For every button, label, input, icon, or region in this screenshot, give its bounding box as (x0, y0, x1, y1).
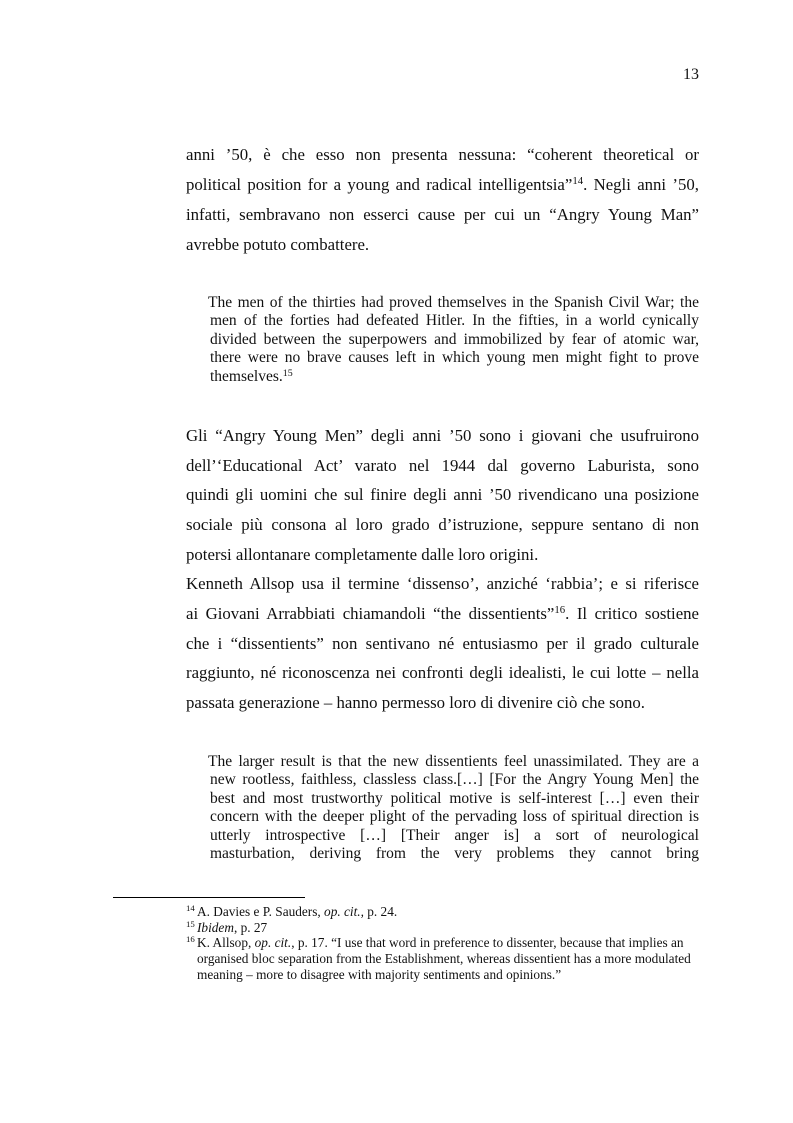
paragraph-1 (186, 140, 699, 260)
text-line (186, 599, 699, 629)
text-line (186, 170, 699, 200)
text-run: ai Giovani Arrabbiati chiamandoli “the dissentients” (186, 604, 555, 624)
text-run: political position for a young and radical intelligentsia” (186, 175, 573, 194)
footnotes (186, 904, 716, 982)
text-run: , p. 17. “I use that word in preference to dissenter, because that implies an (291, 935, 684, 951)
text-run: p. 24. (363, 904, 398, 919)
text-line: quindi gli uomini che sul finire degli anni ’50 rivendicano una posizione (186, 485, 699, 505)
footnote-number: 14 (186, 903, 195, 913)
text-run: A. Davies e P. Sauders, (197, 904, 325, 919)
quote-line: best and most trustworthy political motive is self-interest […] even their (210, 789, 699, 807)
footnote-line (197, 935, 716, 951)
text-line: che i “dissentients” non sentivano né entusiasmo per il grado culturale (186, 633, 699, 653)
italic-run: Ibidem (197, 919, 234, 935)
quote-line: utterly introspective […] [Their anger is] a sort of neurological (210, 826, 699, 844)
text-line: potersi allontanare completamente dalle loro origini. (186, 544, 539, 564)
quote-line: men of the forties had defeated Hitler. In the fifties, in a world cynically (210, 312, 699, 330)
footnote-ref-16: 16 (554, 604, 566, 617)
text-line: Kenneth Allsop usa il termine ‘dissenso’, anziché ‘rabbia’; e si riferisce (186, 574, 699, 594)
italic-run: op. cit. (254, 935, 292, 951)
quote-line: concern with the deeper plight of the pervading loss of spiritual direction is (210, 808, 699, 826)
footnote-line: organised bloc separation from the Establishment, whereas dissentient has a more modulated (197, 951, 691, 967)
footnote-number: 15 (186, 918, 195, 929)
text-line: Gli “Angry Young Men” degli anni ’50 sono i giovani che usufruirono (186, 426, 699, 445)
text-line: passata generazione – hanno permesso loro di divenire ciò che sono. (186, 693, 646, 713)
text-line: sociale più consona al loro grado d’istruzione, seppure sentano di non (186, 514, 699, 534)
footnote-16 (186, 935, 716, 982)
footnote-ref-15: 15 (282, 367, 293, 379)
quote-line: The larger result is that the new dissentients feel unassimilated. They are a (208, 753, 699, 770)
italic-run: op. cit., (324, 904, 364, 919)
footnote-line (197, 904, 716, 920)
footnote-15 (186, 920, 716, 936)
text-line: dell’‘Educational Act’ varato nel 1944 dal governo Laburista, sono (186, 455, 699, 475)
paragraph-3 (186, 569, 699, 717)
block-quote-1 (210, 294, 699, 386)
quote-line: there were no brave causes left in which young men might fight to prove (210, 349, 699, 367)
quote-line: The men of the thirties had proved themselves in the Spanish Civil War; the (208, 294, 699, 311)
text-line: raggiunto, né riconoscenza nei confronti degli idealisti, le cui lotte – nella (186, 663, 699, 683)
footnote-14 (186, 904, 716, 920)
quote-line: masturbation, deriving from the very problems they cannot bring (210, 845, 699, 863)
text-line: avrebbe potuto combattere. (186, 235, 370, 254)
block-quote-2 (210, 753, 699, 864)
footnote-ref-14: 14 (572, 175, 584, 188)
footnote-line (197, 920, 716, 936)
text-line: anni ’50, è che esso non presenta nessuna: “coherent theoretical or (186, 145, 699, 164)
text-run: . Il critico sostiene (565, 604, 699, 624)
footnote-number: 16 (186, 934, 195, 945)
text-line: infatti, sembravano non esserci cause per cui un “Angry Young Man” (186, 205, 699, 224)
text-run: . Negli anni ’50, (583, 175, 699, 194)
quote-line: new rootless, faithless, classless class.[…] [For the Angry Young Men] the (210, 771, 699, 789)
text-run: , p. 27 (233, 919, 268, 935)
text-run: K. Allsop, (197, 935, 255, 951)
page-number: 13 (683, 66, 699, 83)
quote-line (210, 368, 699, 386)
text-run: themselves. (210, 367, 283, 385)
quote-line: divided between the superpowers and immobilized by fear of atomic war, (210, 330, 699, 348)
footnote-separator (113, 897, 305, 898)
paragraph-2 (186, 421, 699, 569)
footnote-line: meaning – more to disagree with majority sentiments and opinions.” (197, 966, 562, 982)
